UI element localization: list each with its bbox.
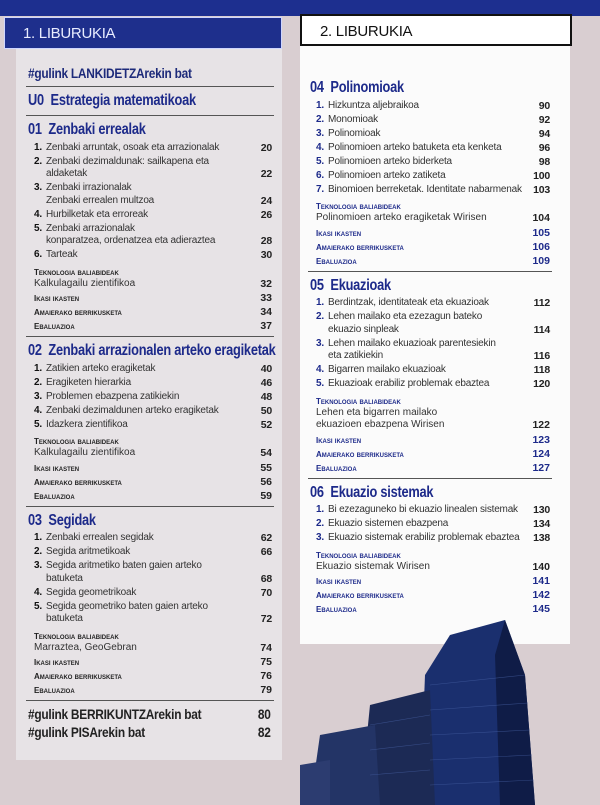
item-text [46, 560, 244, 585]
item-number: 1. [316, 504, 324, 515]
page-number: 114 [533, 323, 550, 336]
item-text-line: Tarteak [46, 249, 78, 260]
volume-2-header: 2. LIBURUKIA [300, 14, 572, 46]
extra-text-line: Kalkulagailu zientifikoa [34, 277, 136, 289]
item-text [46, 142, 244, 155]
extra-label: Amaierako berrikusketa [34, 672, 122, 681]
item-text-line: Zenbaki arrazionalak [46, 222, 135, 234]
page-number: 96 [538, 141, 550, 154]
section-divider [26, 336, 274, 337]
volume-2-contents [310, 78, 550, 615]
toc-item[interactable] [34, 419, 272, 432]
toc-item[interactable] [34, 249, 272, 262]
toc-item[interactable] [34, 560, 272, 585]
item-number: 3. [34, 390, 42, 402]
extra-entry[interactable] [316, 449, 550, 460]
unit-name: Zenbaki errealak [48, 121, 146, 138]
item-text [328, 378, 522, 391]
toc-item[interactable] [316, 378, 550, 391]
toc-item[interactable] [316, 100, 550, 113]
extra-text-line: ekuazioen ebazpena Wirisen [316, 419, 445, 430]
item-text-line: Zenbaki errealen segidak [46, 532, 154, 543]
extra-entry[interactable] [316, 590, 550, 601]
page-number: 59 [260, 489, 272, 502]
toc-item[interactable] [316, 156, 550, 169]
page-number: 145 [532, 603, 550, 615]
page-number: 76 [260, 670, 272, 682]
extra-entry[interactable] [316, 463, 550, 474]
page-number: 32 [260, 277, 272, 290]
page-number: 134 [533, 518, 550, 530]
unit-number: 01 [28, 121, 42, 138]
item-text-line: Polinomioen arteko batuketa eta kenketa [328, 141, 502, 153]
item-text-line: Monomioak [328, 113, 378, 125]
item-number: 2. [316, 518, 324, 529]
unit-title[interactable] [28, 511, 272, 531]
page-number: 123 [532, 433, 550, 446]
item-text-line: Eragiketen hierarkia [46, 376, 131, 388]
page-number: 130 [533, 504, 550, 516]
page-number: 37 [260, 320, 272, 332]
extra-entry[interactable] [34, 447, 272, 460]
extra-label: Ebaluazioa [316, 463, 357, 473]
item-text-line: eta zatikiekin [328, 350, 384, 361]
unit-title[interactable] [310, 483, 550, 503]
toc-item[interactable] [316, 504, 550, 517]
extra-text [34, 278, 244, 291]
extra-heading [316, 201, 550, 212]
extra-text [316, 561, 522, 574]
toc-item[interactable] [34, 391, 272, 404]
item-text-line: Segida geometrikoak [46, 586, 137, 598]
extra-entry[interactable] [34, 477, 272, 488]
item-number: 6. [34, 249, 42, 260]
toc-item[interactable] [316, 170, 550, 183]
item-text [328, 142, 522, 155]
unit-number: 05 [310, 276, 324, 294]
extra-entry[interactable] [34, 278, 272, 291]
item-text-line: Ekuazioak erabiliz problemak ebaztea [328, 378, 490, 389]
page-number: 24 [260, 194, 272, 207]
item-number: 1. [34, 362, 42, 374]
unit-number: 04 [310, 79, 324, 96]
building-photo [300, 615, 570, 805]
item-number: 2. [34, 376, 42, 388]
extra-label: Ikasi ikasten [34, 658, 80, 667]
page-number: 116 [533, 350, 550, 362]
extra-heading [34, 631, 272, 642]
gulink-entry[interactable] [28, 705, 271, 723]
page-number: 120 [533, 378, 550, 390]
item-text-line: Idazkera zientifikoa [46, 418, 128, 430]
extra-label: Teknologia baliabideak [34, 437, 119, 446]
extra-label: Ikasi ikasten [34, 463, 80, 473]
unit-name: Segidak [48, 511, 96, 529]
item-text [328, 156, 522, 169]
extra-text-line: Ekuazio sistemak Wirisen [316, 560, 430, 572]
toc-item[interactable] [34, 405, 272, 418]
extra-entry[interactable] [34, 642, 272, 655]
gulink-title: #gulink PISArekin bat [28, 724, 145, 740]
extra-entry[interactable] [316, 242, 550, 253]
toc-item[interactable] [316, 297, 550, 310]
page-number: 22 [260, 168, 272, 180]
extra-entry[interactable] [316, 407, 550, 432]
page-number: 40 [260, 362, 272, 375]
unit-number: 02 [28, 342, 42, 359]
gulink-entry[interactable] [28, 64, 271, 82]
item-text [46, 377, 244, 390]
item-text-line: Polinomioak [328, 127, 381, 139]
extra-label: Ebaluazioa [316, 256, 357, 266]
toc-item[interactable] [316, 518, 550, 531]
item-text-line: ekuazio sinpleak [328, 323, 399, 335]
unit-name: Polinomioak [330, 79, 404, 96]
page-number: 105 [532, 226, 550, 239]
toc-item[interactable] [316, 532, 550, 545]
page-number: 52 [260, 418, 272, 431]
volume-2-panel [300, 44, 570, 644]
extra-label: Amaierako berrikusketa [34, 308, 122, 317]
item-number: 4. [34, 404, 42, 416]
extra-label: Amaierako berrikusketa [316, 449, 404, 459]
page-number: 54 [260, 447, 272, 459]
page-number: 94 [538, 127, 550, 140]
unit-title[interactable] [28, 91, 272, 111]
extra-label: Teknologia baliabideak [34, 631, 119, 641]
item-number: 5. [34, 418, 42, 430]
item-number: 4. [316, 141, 324, 153]
unit-number: 03 [28, 511, 42, 529]
item-text-line: Zenbaki irrazionalak [46, 182, 132, 193]
unit-name: Estrategia matematikoak [50, 92, 196, 109]
item-text [328, 184, 522, 197]
item-text-line: Binomioen berreketak. Identitate nabarmenak [328, 183, 522, 195]
item-number: 3. [316, 127, 324, 139]
item-number: 1. [316, 297, 324, 308]
item-text-line: batuketa [46, 613, 83, 624]
extra-label: Teknologia baliabideak [34, 267, 119, 277]
extra-label: Ebaluazioa [34, 686, 75, 695]
item-text-line: Lehen mailako ekuazioak parentesiekin [328, 337, 496, 349]
item-text [46, 587, 244, 600]
page-number: 30 [260, 249, 272, 261]
section-divider [26, 115, 274, 116]
extra-entry[interactable] [316, 561, 550, 574]
page-number: 103 [533, 183, 550, 196]
item-text [328, 364, 522, 377]
item-text-line: batuketa [46, 572, 83, 584]
toc-item[interactable] [34, 532, 272, 545]
item-number: 1. [34, 141, 42, 153]
item-text-line: Hurbilketak eta erroreak [46, 208, 148, 220]
extra-label: Amaierako berrikusketa [34, 477, 122, 487]
extra-label: Ikasi ikasten [316, 577, 362, 586]
item-text-line: Zenbaki dezimaldunen arteko eragiketak [46, 404, 219, 416]
item-text-line: Ekuazio sistemen ebazpena [328, 518, 449, 529]
extra-text-line: Marraztea, GeoGebran [34, 641, 137, 653]
item-text-line: Segida aritmetikoak [46, 546, 131, 557]
page-number: 34 [260, 306, 272, 318]
page-number: 72 [260, 613, 272, 625]
extra-label: Teknologia baliabideak [316, 550, 401, 560]
item-text [46, 182, 244, 207]
item-number: 3. [316, 337, 324, 349]
item-text [46, 249, 244, 262]
extra-entry[interactable] [316, 212, 550, 225]
item-text-line: Berdintzak, identitateak eta ekuazioak [328, 297, 489, 308]
item-text-line: Lehen mailako eta ezezagun bateko [328, 311, 483, 322]
page-number: 66 [260, 546, 272, 558]
page-number: 50 [260, 404, 272, 417]
page-number: 20 [260, 141, 272, 154]
unit-name: Ekuazioak [330, 276, 391, 294]
extra-label: Teknologia baliabideak [316, 202, 401, 211]
extra-text-line: Polinomioen arteko eragiketak Wirisen [316, 212, 487, 223]
item-text [328, 532, 522, 545]
page-number: 48 [260, 390, 272, 403]
page-number: 33 [260, 292, 272, 304]
page-number: 26 [260, 208, 272, 221]
page-number: 46 [260, 376, 272, 389]
gulink-title: #gulink LANKIDETZArekin bat [28, 65, 192, 81]
item-text-line: Zenbaki arruntak, osoak eta arrazionalak [46, 141, 220, 153]
extra-heading [316, 550, 550, 561]
extra-label: Ebaluazioa [316, 605, 357, 614]
item-number: 5. [34, 600, 42, 612]
toc-item[interactable] [316, 142, 550, 155]
item-number: 4. [34, 208, 42, 220]
item-number: 3. [34, 560, 42, 571]
item-text [328, 311, 522, 336]
toc-item[interactable] [34, 182, 272, 207]
unit-name: Ekuazio sistemak [330, 483, 434, 501]
page-number: 80 [257, 706, 271, 722]
page-number: 141 [532, 575, 550, 587]
extra-label: Ikasi ikasten [34, 294, 80, 303]
section-divider [308, 271, 552, 272]
extra-entry[interactable] [316, 604, 550, 615]
page-number: 56 [260, 475, 272, 488]
unit-number: 06 [310, 483, 324, 501]
toc-item[interactable] [34, 142, 272, 155]
item-text [328, 114, 522, 127]
item-number: 2. [34, 546, 42, 557]
toc-item[interactable] [316, 311, 550, 336]
toc-item[interactable] [316, 338, 550, 363]
toc-item[interactable] [316, 364, 550, 377]
item-text-line: Ekuazio sistemak erabiliz problemak ebaztea [328, 532, 520, 543]
item-number: 7. [316, 183, 324, 195]
page-number: 122 [532, 419, 550, 431]
toc-item[interactable] [34, 587, 272, 600]
item-text-line: Segida aritmetiko baten gaien arteko [46, 560, 202, 571]
item-number: 2. [316, 113, 324, 125]
item-text [328, 297, 522, 310]
item-text [328, 170, 522, 183]
extra-entry[interactable] [34, 685, 272, 696]
item-number: 1. [34, 532, 42, 543]
item-text [46, 601, 244, 626]
gulink-title: #gulink BERRIKUNTZArekin bat [28, 706, 202, 722]
section-divider [26, 86, 274, 87]
unit-title[interactable] [28, 120, 272, 140]
toc-item[interactable] [34, 363, 272, 376]
page-number: 79 [260, 684, 272, 696]
toc-item[interactable] [316, 114, 550, 127]
item-text-line: Zenbaki errealen multzoa [46, 194, 155, 206]
extra-text-line: Lehen eta bigarren mailako [316, 406, 438, 418]
extra-entry[interactable] [316, 576, 550, 587]
page-number: 82 [257, 724, 271, 740]
item-number: 3. [34, 182, 42, 193]
extra-entry[interactable] [34, 491, 272, 502]
toc-item[interactable] [34, 377, 272, 390]
extra-label: Amaierako berrikusketa [316, 242, 404, 252]
extra-label: Ikasi ikasten [316, 228, 362, 238]
item-number: 5. [316, 378, 324, 389]
page-number: 28 [260, 235, 272, 247]
item-text [46, 532, 244, 545]
toc-item[interactable] [316, 128, 550, 141]
item-text [46, 223, 244, 248]
page-number: 74 [260, 641, 272, 654]
toc-item[interactable] [34, 209, 272, 222]
item-text-line: Zatikien arteko eragiketak [46, 362, 156, 374]
section-divider [308, 478, 552, 479]
unit-title[interactable] [310, 78, 550, 98]
item-text-line: Polinomioen arteko zatiketa [328, 169, 446, 181]
item-text [328, 128, 522, 141]
toc-item[interactable] [34, 546, 272, 559]
unit-title[interactable] [310, 276, 550, 296]
extra-entry[interactable] [34, 293, 272, 304]
volume-1-contents [28, 64, 276, 741]
item-text-line: Polinomioen arteko biderketa [328, 155, 452, 167]
page-number: 124 [532, 447, 550, 460]
item-text [46, 391, 244, 404]
item-text [46, 546, 244, 559]
unit-title[interactable] [28, 341, 276, 361]
page-number: 138 [533, 532, 550, 544]
page-number: 90 [538, 99, 550, 112]
page-number: 109 [532, 254, 550, 267]
extra-text [34, 642, 244, 655]
extra-text [316, 212, 522, 225]
page-number: 118 [533, 364, 550, 376]
page-number: 98 [538, 155, 550, 168]
toc-item[interactable] [34, 223, 272, 248]
page-number: 142 [532, 589, 550, 601]
page-number: 140 [532, 560, 550, 573]
extra-entry[interactable] [34, 671, 272, 682]
extra-entry[interactable] [316, 435, 550, 446]
volume-1-header: 1. LIBURUKIA [4, 17, 282, 49]
extra-label: Ikasi ikasten [316, 435, 362, 445]
unit-number: U0 [28, 92, 44, 109]
extra-text [34, 447, 244, 460]
item-text [328, 338, 522, 363]
page-number: 55 [260, 461, 272, 474]
extra-heading [316, 396, 550, 407]
item-text [328, 100, 522, 113]
item-number: 6. [316, 169, 324, 181]
toc-item[interactable] [316, 184, 550, 197]
extra-label: Ebaluazioa [34, 322, 75, 331]
item-number: 5. [316, 155, 324, 167]
extra-entry[interactable] [34, 463, 272, 474]
item-text [328, 504, 522, 517]
item-number: 4. [34, 586, 42, 598]
item-text [46, 419, 244, 432]
page-number: 62 [260, 532, 272, 544]
extra-entry[interactable] [316, 256, 550, 267]
page-number: 106 [532, 240, 550, 253]
item-text [328, 518, 522, 531]
toc-item[interactable] [34, 601, 272, 626]
page-number: 112 [533, 297, 550, 309]
item-text-line: Bi ezezaguneko bi ekuazio linealen sistemak [328, 504, 518, 515]
item-text-line: Hizkuntza aljebraikoa [328, 99, 419, 111]
volume-1-panel [16, 44, 282, 760]
page-number: 75 [260, 656, 272, 668]
page-number: 92 [538, 113, 550, 126]
page-number: 100 [533, 169, 550, 182]
extra-entry[interactable] [316, 228, 550, 239]
extra-entry[interactable] [34, 657, 272, 668]
extra-text-line: Kalkulagailu zientifikoa [34, 447, 136, 458]
gulink-entry[interactable] [28, 723, 271, 741]
item-text-line: Bigarren mailako ekuazioak [328, 364, 446, 375]
page-number: 104 [532, 212, 550, 224]
extra-label: Amaierako berrikusketa [316, 591, 404, 600]
extra-entry[interactable] [34, 307, 272, 318]
item-number: 2. [34, 155, 42, 167]
extra-text [316, 407, 522, 432]
item-text-line: Segida geometriko baten gaien arteko [46, 600, 208, 612]
extra-heading [34, 267, 272, 278]
item-number: 5. [34, 222, 42, 234]
extra-label: Ebaluazioa [34, 491, 75, 501]
toc-item[interactable] [34, 156, 272, 181]
unit-name: Zenbaki arrazionalen arteko eragiketak [48, 342, 276, 359]
extra-label: Teknologia baliabideak [316, 396, 401, 406]
item-number: 1. [316, 99, 324, 111]
item-text-line: Zenbaki dezimaldunak: sailkapena eta aldaketak [46, 155, 209, 179]
item-text-line: konparatzea, ordenatzea eta adieraztea [46, 235, 216, 246]
item-text-line: Problemen ebazpena zatikiekin [46, 390, 180, 402]
page-number: 127 [532, 461, 550, 474]
item-text [46, 363, 244, 376]
section-divider [26, 506, 274, 507]
item-number: 3. [316, 532, 324, 543]
item-number: 4. [316, 364, 324, 375]
extra-heading [34, 436, 272, 447]
page-number: 68 [260, 572, 272, 585]
item-text [46, 209, 244, 222]
extra-entry[interactable] [34, 321, 272, 332]
item-text [46, 405, 244, 418]
item-number: 2. [316, 311, 324, 322]
page-number: 70 [260, 586, 272, 599]
item-text [46, 156, 244, 181]
section-divider [26, 700, 274, 701]
